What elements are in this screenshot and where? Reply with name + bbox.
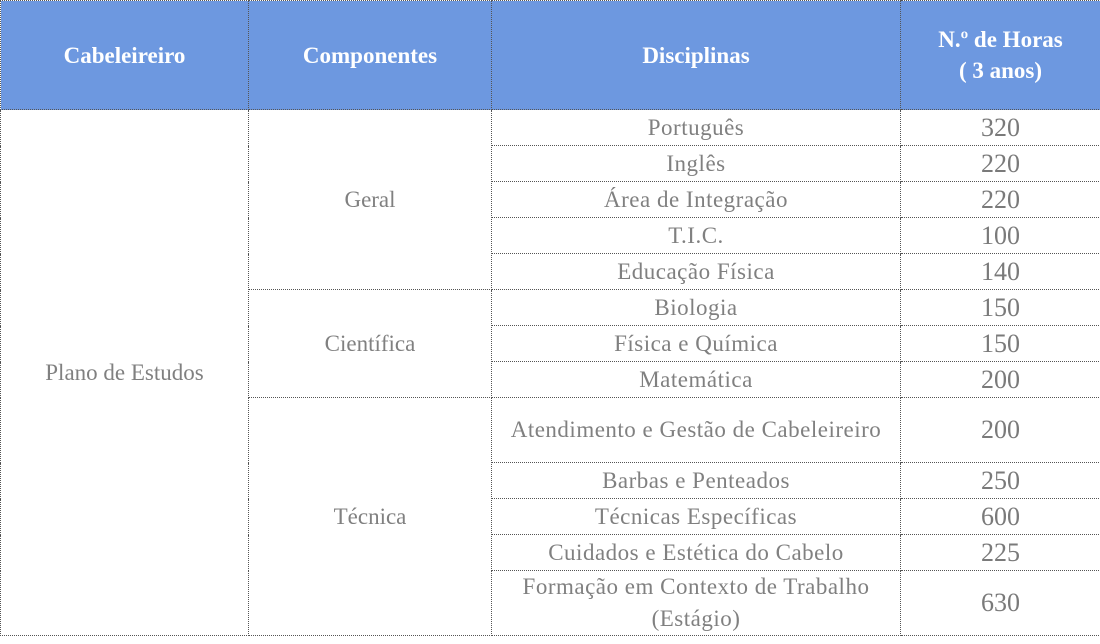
discipline-cell: Física e Química	[492, 326, 901, 362]
header-hours-title: N.º de Horas	[938, 27, 1063, 52]
header-disciplines: Disciplinas	[492, 1, 901, 110]
discipline-cell: Formação em Contexto de Trabalho (Estágio)	[492, 571, 901, 636]
discipline-cell: Barbas e Penteados	[492, 463, 901, 499]
discipline-cell: Inglês	[492, 146, 901, 182]
discipline-cell: Matemática	[492, 362, 901, 398]
hours-cell: 630	[901, 571, 1100, 636]
plan-label-cell: Plano de Estudos	[1, 110, 249, 636]
hours-cell: 600	[901, 499, 1100, 535]
header-row	[1, 1, 1100, 110]
hours-cell: 220	[901, 182, 1100, 218]
hours-cell: 225	[901, 535, 1100, 571]
discipline-cell: Atendimento e Gestão de Cabeleireiro	[492, 398, 901, 463]
discipline-cell: Educação Física	[492, 254, 901, 290]
hours-cell: 200	[901, 398, 1100, 463]
header-components: Componentes	[249, 1, 492, 110]
discipline-cell: Área de Integração	[492, 182, 901, 218]
hours-cell: 140	[901, 254, 1100, 290]
discipline-cell: Técnicas Específicas	[492, 499, 901, 535]
header-course: Cabeleireiro	[1, 1, 249, 110]
discipline-cell: Cuidados e Estética do Cabelo	[492, 535, 901, 571]
table-row	[1, 110, 1100, 146]
discipline-cell: Português	[492, 110, 901, 146]
hours-cell: 200	[901, 362, 1100, 398]
discipline-cell: Biologia	[492, 290, 901, 326]
hours-cell: 250	[901, 463, 1100, 499]
component-cientifica: Científica	[249, 290, 492, 398]
hours-cell: 150	[901, 326, 1100, 362]
header-hours-subtitle: ( 3 anos)	[958, 58, 1043, 83]
header-hours	[901, 1, 1100, 110]
component-tecnica: Técnica	[249, 398, 492, 636]
hours-cell: 150	[901, 290, 1100, 326]
discipline-cell: T.I.C.	[492, 218, 901, 254]
hours-cell: 100	[901, 218, 1100, 254]
hours-cell: 320	[901, 110, 1100, 146]
hours-cell: 220	[901, 146, 1100, 182]
component-geral: Geral	[249, 110, 492, 290]
